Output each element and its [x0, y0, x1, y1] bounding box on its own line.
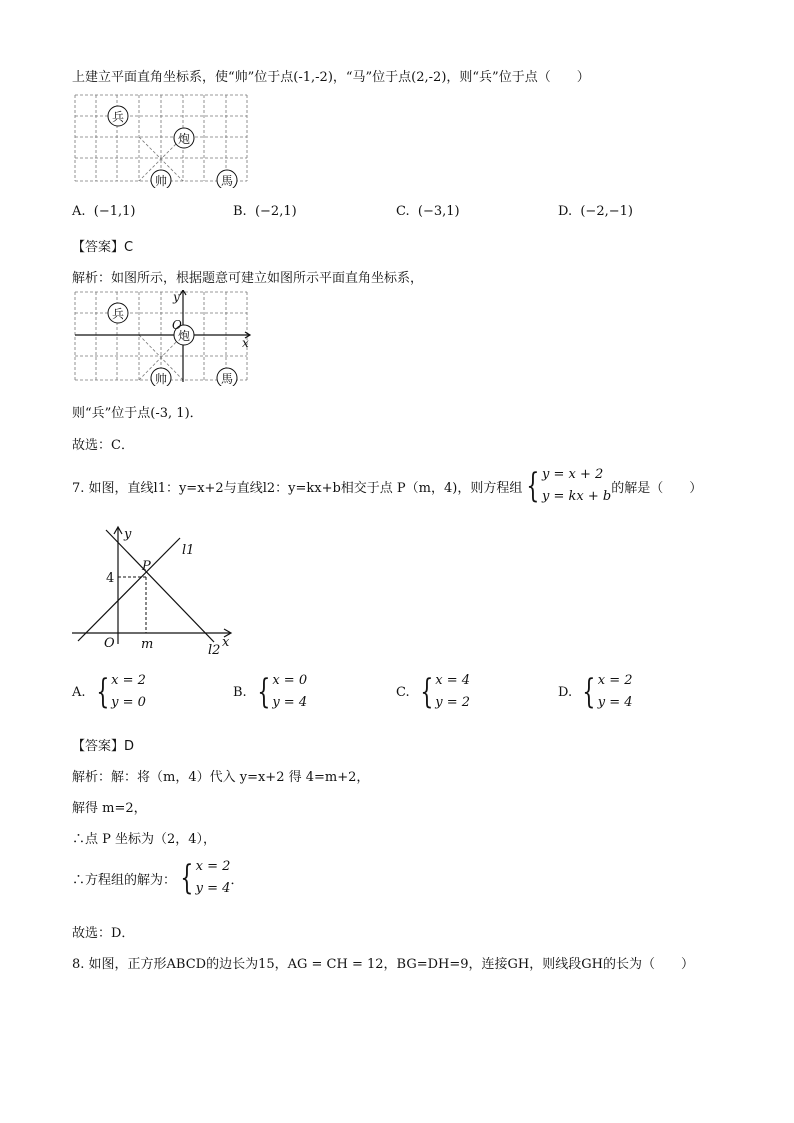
q7-sol-2: 解得 m=2，	[72, 801, 147, 816]
piece-ma: 馬	[220, 174, 234, 188]
q7-sol-1: 解析：解：将（m，4）代入 y=x+2 得 4=m+2，	[72, 770, 370, 785]
graph-m-label: m	[141, 637, 154, 652]
q7-option-a: A. { x = 2 y = 0	[72, 672, 146, 712]
line-l2-label: l2	[208, 643, 221, 658]
piece-shuai: 帅	[154, 174, 168, 188]
q6-answer: 【答案】C	[72, 240, 134, 255]
q6-analysis: 解析：如图所示，根据题意可建立如图所示平面直角坐标系，	[72, 271, 424, 286]
q6-option-a: A. (−1,1)	[72, 204, 136, 219]
origin-label: O	[172, 318, 182, 332]
q7-sol-3: ∴点 P 坐标为（2，4），	[72, 832, 217, 847]
q7-option-b: B. { x = 0 y = 4	[233, 672, 308, 712]
piece-bing: 兵	[111, 110, 125, 124]
q7-stem: 7. 如图，直线l1：y=x+2与直线l2：y=kx+b相交于点 P（m，4)，则方程组 { y = x + 2 y = kx + b 的解是（ ）	[72, 466, 703, 506]
q7-choose: 故选：D．	[72, 926, 135, 941]
q6-board-with-axes-figure	[74, 290, 254, 386]
q6-option-d: D. (−2,−1)	[558, 204, 633, 219]
graph-y-label: y	[124, 527, 132, 542]
q7-option-d: D. { x = 2 y = 4	[558, 672, 633, 712]
graph-four-label: 4	[106, 571, 115, 586]
q7-answer: 【答案】D	[72, 739, 135, 754]
q6-option-c: C. (−3,1)	[396, 204, 460, 219]
line-l1-label: l1	[182, 543, 195, 558]
piece-pao-2: 炮	[177, 329, 191, 343]
q7-system: { y = x + 2 y = kx + b	[526, 466, 612, 506]
q7-graph-figure	[70, 522, 240, 658]
piece-pao: 炮	[177, 132, 191, 146]
piece-ma-2: 馬	[220, 372, 234, 386]
q6-option-b: B. (−2,1)	[233, 204, 297, 219]
graph-origin-label: O	[104, 636, 115, 651]
q6-stem: 上建立平面直角坐标系，使“帅”位于点(-1,-2)，“马”位于点(2,-2)，则“兵”位于点（ ）	[72, 70, 590, 85]
piece-shuai-2: 帅	[154, 372, 168, 386]
axis-x-label: x	[242, 336, 249, 350]
q8-stem: 8. 如图，正方形ABCD的边长为15，AG = CH = 12，BG=DH=9，连接GH，则线段GH的长为（ ）	[72, 957, 694, 972]
graph-x-label: x	[222, 635, 230, 650]
piece-bing-2: 兵	[111, 307, 125, 321]
axis-y-label: y	[173, 290, 180, 304]
q6-conclusion: 则“兵”位于点(-3, 1)．	[72, 406, 203, 421]
q7-option-c: C. { x = 4 y = 2	[396, 672, 471, 712]
q6-board-figure	[74, 94, 250, 188]
point-p-label: P	[142, 559, 151, 574]
q7-sol-4: ∴方程组的解为： { x = 2 y = 4 ．	[72, 858, 244, 898]
q6-choose: 故选：C．	[72, 438, 134, 453]
